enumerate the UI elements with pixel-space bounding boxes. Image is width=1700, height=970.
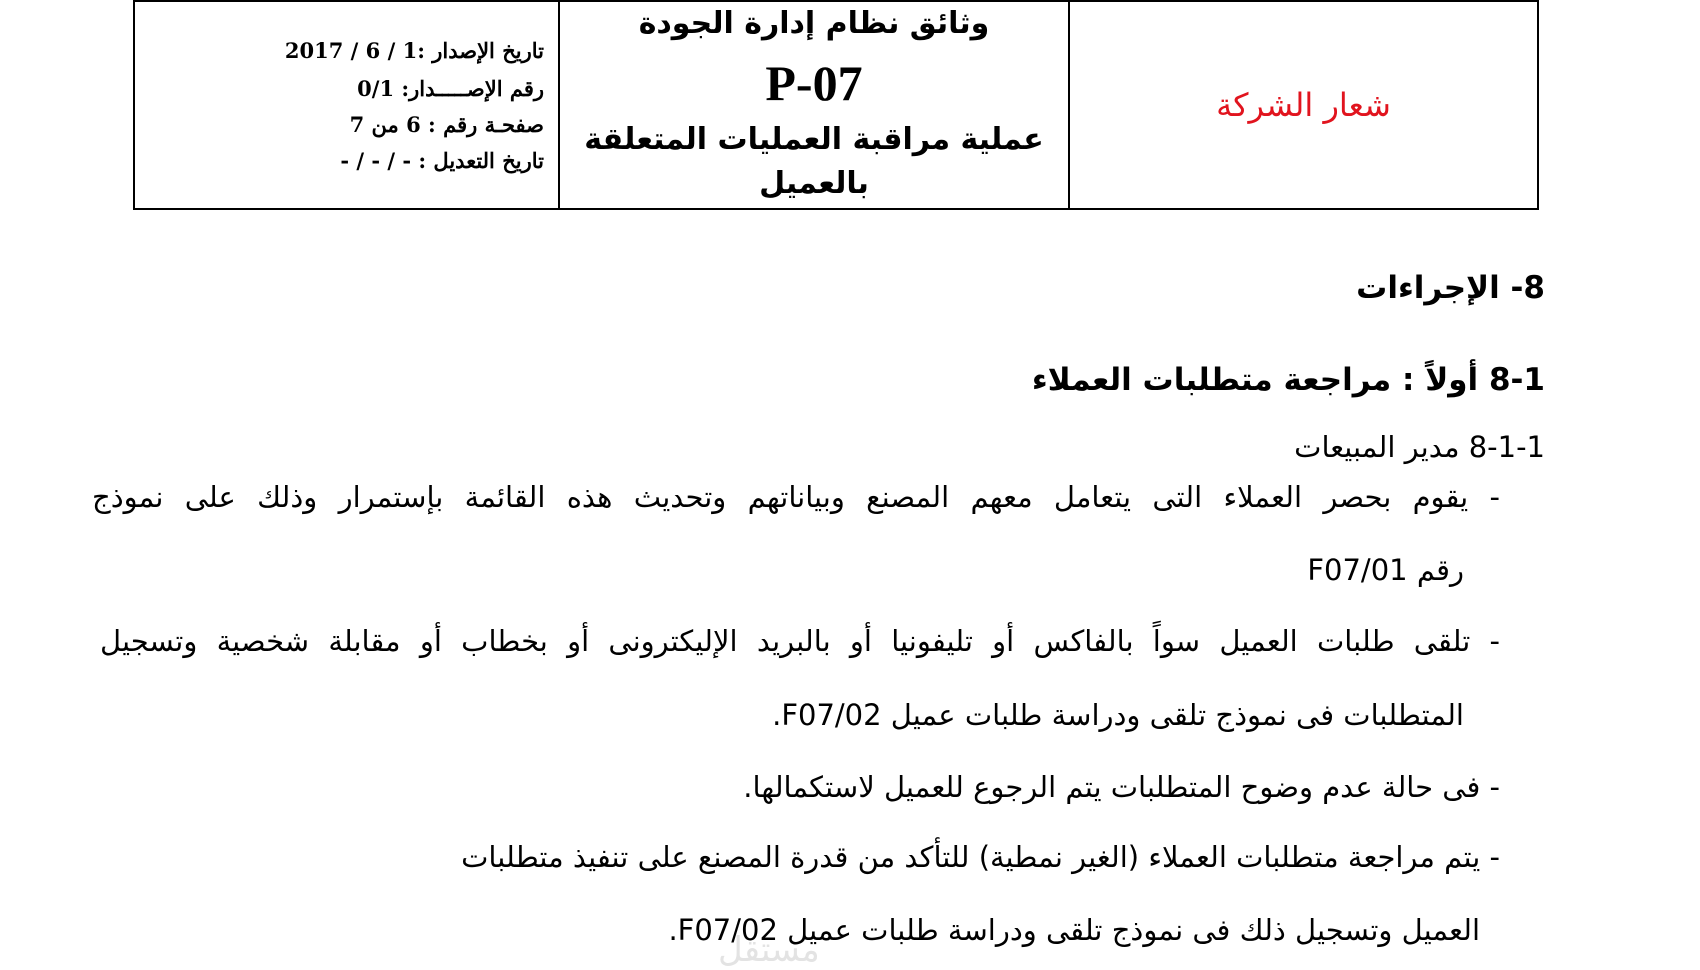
list-item: - يتم مراجعة متطلبات العملاء (الغير نمطية) للتأكد من قدرة المصنع على تنفيذ متطلبات bbox=[461, 840, 1500, 874]
header-logo-cell bbox=[1070, 2, 1537, 208]
list-item: - تلقى طلبات العميل سواً بالفاكس أو تليفونيا أو بالبريد الإليكترونى أو بخطاب أو مقابلة شخصية وتسجيل bbox=[100, 624, 1500, 658]
header-meta-cell bbox=[135, 2, 560, 208]
list-item-continuation: العميل وتسجيل ذلك فى نموذج تلقى ودراسة طلبات عميل F07/02. bbox=[668, 913, 1480, 947]
list-item-continuation: المتطلبات فى نموذج تلقى ودراسة طلبات عميل F07/02. bbox=[772, 698, 1464, 732]
section-heading: 8- الإجراءات bbox=[1356, 270, 1545, 306]
subsection-heading: 8-1 أولاً : مراجعة متطلبات العملاء bbox=[1031, 362, 1545, 398]
modification-date: تاريخ التعديل : - / - / - bbox=[340, 148, 544, 173]
watermark: مستقل bbox=[718, 930, 820, 970]
issue-number: رقم الإصـــــدار: 0/1 bbox=[357, 76, 544, 101]
list-item: - فى حالة عدم وضوح المتطلبات يتم الرجوع للعميل لاستكمالها. bbox=[743, 770, 1500, 804]
procedure-code: P-07 bbox=[765, 55, 863, 111]
document-header-table bbox=[133, 0, 1539, 210]
list-item: - يقوم بحصر العملاء التى يتعامل معهم المصنع وبياناتهم وتحديث هذه القائمة بإستمرار وذلك على نموذج bbox=[92, 480, 1500, 514]
list-item-continuation: رقم F07/01 bbox=[1307, 553, 1464, 587]
procedure-title: عملية مراقبة العمليات المتعلقة بالعميل bbox=[584, 122, 1044, 201]
issue-date: تاريخ الإصدار :1 / 6 / 2017 bbox=[284, 38, 544, 63]
subsubsection-heading: 8-1-1 مدير المبيعات bbox=[1294, 430, 1545, 464]
header-title-cell bbox=[560, 2, 1070, 208]
page-number: صفحـة رقم : 6 من 7 bbox=[349, 112, 544, 137]
company-logo-placeholder: شعار الشركة bbox=[1216, 86, 1391, 124]
system-title: وثائق نظام إدارة الجودة bbox=[638, 6, 990, 41]
